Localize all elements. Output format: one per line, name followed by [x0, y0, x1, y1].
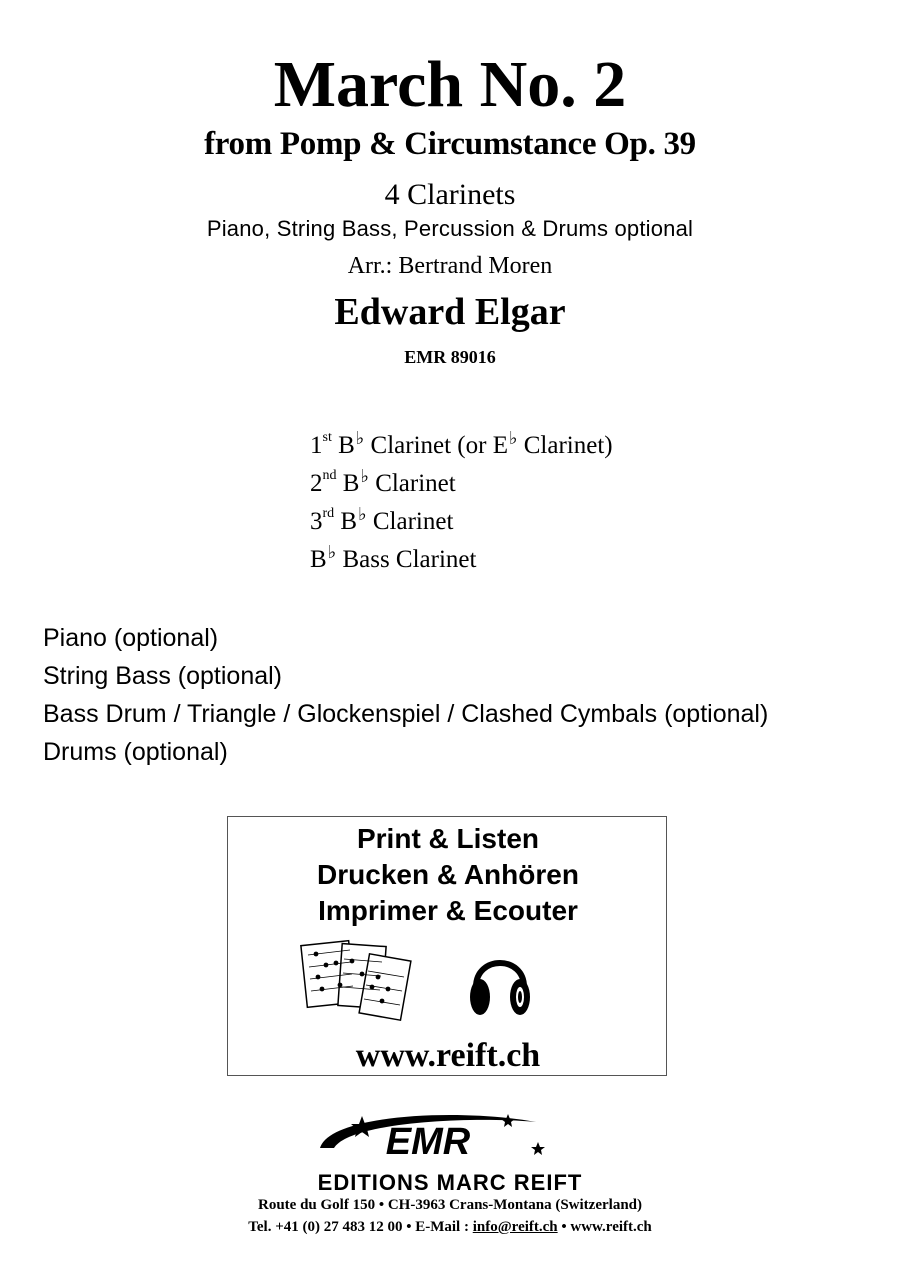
- subtitle: from Pomp & Circumstance Op. 39: [204, 126, 696, 162]
- optional-instruments-line: Piano, String Bass, Percussion & Drums optional: [206, 216, 694, 241]
- flat-icon: ♭: [355, 428, 365, 448]
- flat-icon: ♭: [327, 542, 337, 562]
- part-3: 3rd B♭ Clarinet: [310, 504, 454, 535]
- emr-logo-text: EMR: [385, 1121, 471, 1163]
- email-link[interactable]: info@reift.ch: [472, 1219, 558, 1235]
- promo-line: Imprimer & Ecouter: [318, 895, 578, 926]
- promo-line: Drucken & Anhören: [317, 859, 579, 890]
- optional-part: String Bass (optional): [43, 662, 283, 690]
- website-link[interactable]: www.reift.ch: [355, 1037, 541, 1074]
- promo-line: Print & Listen: [356, 823, 539, 854]
- phone-text: Tel. +41 (0) 27 483 12 00 • E-Mail :: [248, 1219, 473, 1235]
- publisher-name: EDITIONS MARC REIFT: [317, 1170, 583, 1195]
- publisher-contact: [0, 1220, 900, 1235]
- optional-part: Drums (optional): [43, 738, 228, 766]
- flat-icon: ♭: [360, 466, 369, 486]
- print-listen-box: [227, 816, 667, 1076]
- part-4: B♭ Bass Clarinet: [310, 542, 477, 573]
- emr-logo: [310, 1108, 550, 1164]
- optional-part: Bass Drum / Triangle / Glockenspiel / Clashed Cymbals (optional): [43, 700, 769, 728]
- part-2: 2nd B♭ Clarinet: [310, 466, 456, 497]
- instrumentation: 4 Clarinets: [384, 178, 516, 211]
- publisher-address: Route du Golf 150 • CH-3963 Crans-Montana (Switzerland): [258, 1197, 642, 1213]
- flat-icon: ♭: [358, 504, 367, 524]
- arranger: Arr.: Bertrand Moren: [347, 253, 553, 279]
- headphones-icon: [468, 941, 532, 1023]
- website-text: • www.reift.ch: [557, 1219, 652, 1235]
- composer: Edward Elgar: [334, 291, 566, 333]
- catalog-code: EMR 89016: [404, 347, 496, 367]
- optional-part: Piano (optional): [43, 624, 219, 652]
- flat-icon: ♭: [508, 428, 518, 448]
- part-1: 1st B♭ Clarinet (or E♭ Clarinet): [310, 428, 613, 459]
- page-title: March No. 2: [273, 48, 627, 121]
- sheet-music-icon: [300, 937, 412, 1025]
